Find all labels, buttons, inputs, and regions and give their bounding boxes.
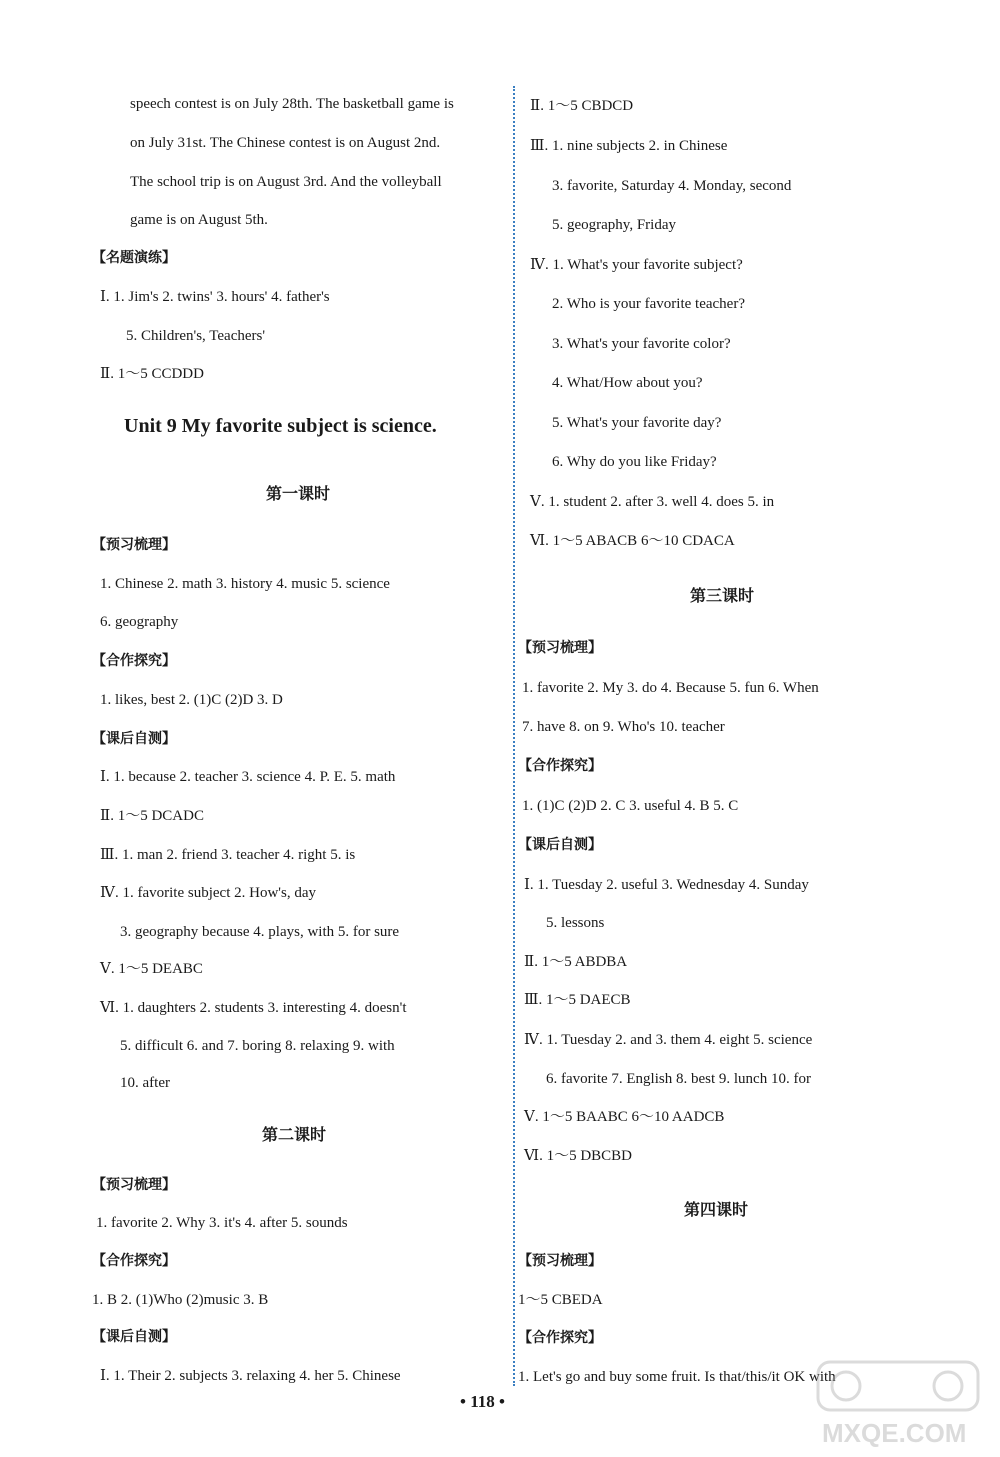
- text-line: Ⅵ. 1. daughters 2. students 3. interesting 4. doesn't: [100, 1000, 407, 1016]
- text-line: 1～5 CBEDA: [518, 1292, 603, 1308]
- text-line: Ⅱ. 1～5 ABDBA: [524, 954, 628, 970]
- text-line: Ⅵ. 1～5 DBCBD: [524, 1148, 633, 1164]
- section-heading: 【预习梳理】: [518, 640, 602, 656]
- text-line: 1. favorite 2. My 3. do 4. Because 5. fun 6. When: [522, 680, 819, 696]
- watermark-text: MXQE.COM: [822, 1418, 967, 1448]
- section-heading: 【预习梳理】: [518, 1253, 602, 1269]
- text-line: 6. geography: [100, 614, 179, 630]
- watermark-logo: [812, 1356, 987, 1452]
- section-heading: 【课后自测】: [518, 837, 602, 853]
- text-line: Ⅳ. 1. favorite subject 2. How's, day: [100, 885, 316, 901]
- text-line: 1. Let's go and buy some fruit. Is that/this/it OK with: [518, 1369, 836, 1385]
- text-line: 6. favorite 7. English 8. best 9. lunch 10. for: [546, 1071, 811, 1087]
- text-line: The school trip is on August 3rd. And the volleyball: [130, 174, 442, 190]
- text-line: Ⅵ. 1～5 ABACB 6～10 CDACA: [530, 533, 735, 549]
- section-heading: 【预习梳理】: [92, 1177, 176, 1193]
- text-line: 5. lessons: [546, 915, 605, 931]
- text-line: 1. B 2. (1)Who (2)music 3. B: [92, 1292, 269, 1308]
- text-line: Ⅲ. 1～5 DAECB: [524, 992, 631, 1008]
- lesson-title: 第三课时: [690, 586, 755, 605]
- text-line: speech contest is on July 28th. The basketball game is: [130, 96, 454, 112]
- text-line: Ⅴ. 1. student 2. after 3. well 4. does 5. in: [530, 494, 775, 510]
- text-line: 1. Chinese 2. math 3. history 4. music 5. science: [100, 576, 390, 592]
- text-line: Ⅰ. 1. because 2. teacher 3. science 4. P. E. 5. math: [100, 769, 396, 785]
- text-line: Ⅳ. 1. Tuesday 2. and 3. them 4. eight 5. science: [524, 1032, 813, 1048]
- text-line: 5. What's your favorite day?: [552, 415, 722, 431]
- lesson-title: 第一课时: [266, 484, 331, 503]
- text-line: Ⅰ. 1. Jim's 2. twins' 3. hours' 4. father's: [100, 289, 330, 305]
- unit-title: Unit 9 My favorite subject is science.: [124, 415, 437, 437]
- section-heading: 【名题演练】: [92, 250, 176, 266]
- section-heading: 【合作探究】: [92, 1253, 176, 1269]
- section-heading: 【合作探究】: [518, 1330, 602, 1346]
- page-number: • 118 •: [460, 1392, 505, 1411]
- column-divider: [513, 86, 515, 1386]
- text-line: Ⅱ. 1～5 CBDCD: [530, 98, 634, 114]
- text-line: 4. What/How about you?: [552, 375, 703, 391]
- text-line: on July 31st. The Chinese contest is on August 2nd.: [130, 135, 441, 151]
- text-line: 1. likes, best 2. (1)C (2)D 3. D: [100, 692, 283, 708]
- text-line: Ⅱ. 1～5 DCADC: [100, 808, 204, 824]
- text-line: 5. difficult 6. and 7. boring 8. relaxing 9. with: [120, 1038, 395, 1054]
- section-heading: 【预习梳理】: [92, 537, 176, 553]
- text-line: 1. favorite 2. Why 3. it's 4. after 5. sounds: [96, 1215, 348, 1231]
- text-line: 2. Who is your favorite teacher?: [552, 296, 745, 312]
- text-line: Ⅳ. 1. What's your favorite subject?: [530, 257, 743, 273]
- text-line: Ⅰ. 1. Tuesday 2. useful 3. Wednesday 4. Sunday: [524, 877, 809, 893]
- text-line: 5. geography, Friday: [552, 217, 676, 233]
- text-line: 7. have 8. on 9. Who's 10. teacher: [522, 719, 725, 735]
- section-heading: 【合作探究】: [92, 653, 176, 669]
- text-line: 6. Why do you like Friday?: [552, 454, 717, 470]
- section-heading: 【课后自测】: [92, 1329, 176, 1345]
- text-line: Ⅰ. 1. Their 2. subjects 3. relaxing 4. her 5. Chinese: [100, 1368, 401, 1384]
- text-line: Ⅴ. 1～5 BAABC 6～10 AADCB: [524, 1109, 725, 1125]
- text-line: Ⅴ. 1～5 DEABC: [100, 961, 203, 977]
- lesson-title: 第二课时: [262, 1125, 327, 1144]
- text-line: Ⅲ. 1. man 2. friend 3. teacher 4. right 5. is: [100, 847, 356, 863]
- section-heading: 【合作探究】: [518, 758, 602, 774]
- section-heading: 【课后自测】: [92, 731, 176, 747]
- text-line: 3. geography because 4. plays, with 5. for sure: [120, 924, 400, 940]
- text-line: 3. What's your favorite color?: [552, 336, 731, 352]
- text-line: Ⅱ. 1～5 CCDDD: [100, 366, 204, 382]
- text-line: game is on August 5th.: [130, 212, 268, 228]
- text-line: 1. (1)C (2)D 2. C 3. useful 4. B 5. C: [522, 798, 739, 814]
- text-line: Ⅲ. 1. nine subjects 2. in Chinese: [530, 138, 728, 154]
- text-line: 3. favorite, Saturday 4. Monday, second: [552, 178, 792, 194]
- text-line: 5. Children's, Teachers': [126, 328, 266, 344]
- lesson-title: 第四课时: [684, 1200, 749, 1219]
- text-line: 10. after: [120, 1075, 170, 1091]
